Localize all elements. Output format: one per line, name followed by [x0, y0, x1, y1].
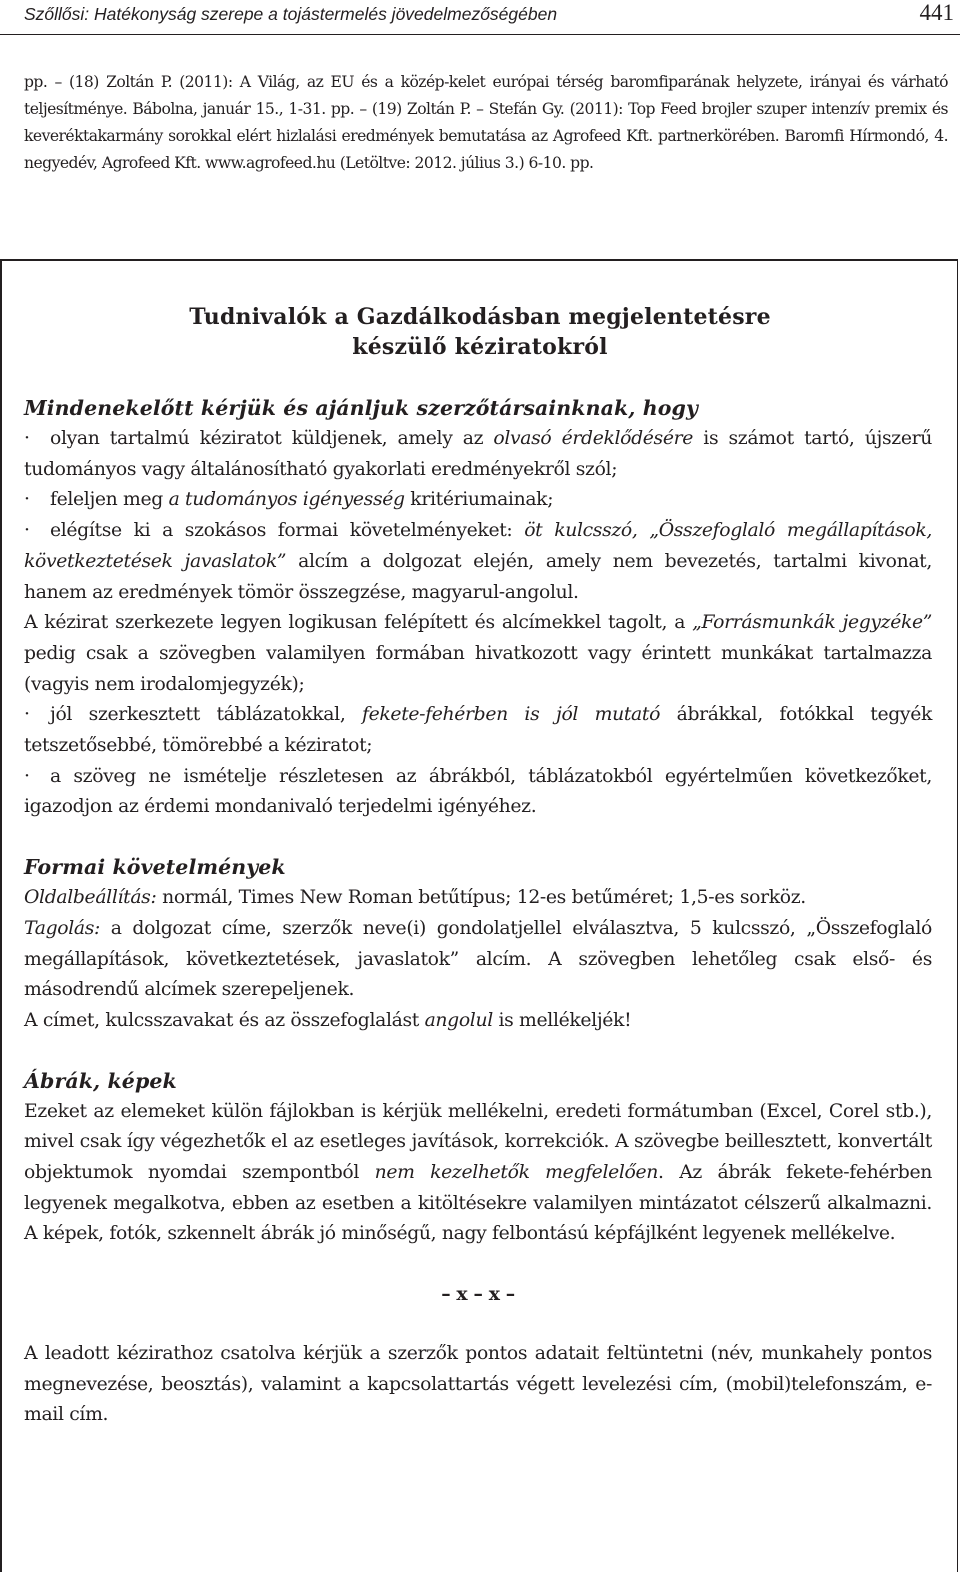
header-rule: [0, 34, 960, 35]
section-heading-recommendations: Mindenekelőtt kérjük és ajánljuk szerzőtársainknak, hogy: [24, 396, 698, 420]
bullet-item: · feleljen meg a tudományos igényesség kritériumainak;: [24, 485, 932, 516]
paragraph: Tagolás: a dolgozat címe, szerzők neve(i) gondolatjellel elválasztva, 5 kulcsszó, „Összefoglaló megállapítások, következtetések, javaslatok” alcím. A szövegben lehetőleg csak első- és másodrendű alcímek szerepeljenek.: [24, 917, 932, 1001]
reference-text: pp. – (18) Zoltán P. (2011): A Világ, az EU és a közép-kelet európai térség baromfiparának helyzete, irányai és várható teljesítménye. Bábolna, január 15., 1-31. pp. – (19) Zoltán P. – Stefán Gy. (2011): Top Feed brojler szuper intenzív premix és keveréktakarmány sorokkal elért hizlalási eredmények bemutatása az Agrofeed Kft. partnerkörében. Baromfi Hírmondó, 4. negyedév, Agrofeed Kft. www.agrofeed.hu (Letöltve: 2012. július 3.) 6-10. pp.: [24, 73, 948, 172]
spacer: [24, 1250, 932, 1279]
running-header: [24, 0, 954, 34]
bullet-marker: ·: [24, 489, 30, 511]
running-title: Szőllősi: Hatékonyság szerepe a tojástermelés jövedelmezőségében: [24, 4, 558, 24]
notice-title-line-1: Tudnivalók a Gazdálkodásban megjelentetésre: [189, 304, 771, 330]
notice-body: [24, 393, 932, 1431]
spacer: [24, 823, 932, 852]
separator: – x – x –: [441, 1283, 515, 1306]
references-continuation: [24, 69, 948, 177]
section-heading-figures: Ábrák, képek: [24, 1068, 177, 1093]
bullet-marker: ·: [24, 428, 30, 449]
section-heading-formal-requirements: Formai követelmények: [24, 855, 286, 880]
notice-title-line-2: készülő kéziratokról: [352, 334, 608, 360]
page-number: 441: [919, 0, 954, 25]
notice-title: [0, 302, 960, 362]
bullet-item: · jól szerkesztett táblázatokkal, fekete-fehérben is jól mutató ábrákkal, fotókkal tegyék tetszetősebbé, tömörebbé a kéziratot;: [24, 700, 932, 761]
paragraph: A címet, kulcsszavakat és az összefoglalást angolul is mellékeljék!: [24, 1009, 632, 1031]
bullet-marker: ·: [24, 704, 30, 726]
bullet-item: · olyan tartalmú kéziratot küldjenek, amely az olvasó érdeklődésére is számot tartó, újszerű tudományos vagy általánosítható gyakorlati eredményekről szól;: [24, 424, 932, 485]
paragraph: Ezeket az elemeket külön fájlokban is kérjük mellékelni, eredeti formátumban (Excel, Corel stb.), mivel csak így végezhetők el az esetleges javítások, korrekciók. A szövegbe beillesztett, konvertált objektumok nyomdai szempontból nem kezelhetők megfelelően. Az ábrák fekete-fehérben legyenek megalkotva, ebben az esetben a kitöltésekre valamilyen mintázatot célszerű alkalmazni. A képek, fotók, szkennelt ábrák jó minőségű, nagy felbontású képfájlként legyenek mellékelve.: [24, 1100, 932, 1245]
bullet-marker: ·: [24, 520, 30, 542]
paragraph: A kézirat szerkezete legyen logikusan felépített és alcímekkel tagolt, a „Forrásmunkák jegyzéke” pedig csak a szövegben valamilyen formában hivatkozott vagy érintett munkákat tartalmazza (vagyis nem irodalomjegyzék);: [24, 612, 933, 695]
paragraph: Oldalbeállítás: normál, Times New Roman betűtípus; 12-es betűméret; 1,5-es sorköz.: [24, 887, 806, 909]
closing-paragraph: A leadott kézirathoz csatolva kérjük a szerzők pontos adatait feltüntetni (név, munkahely pontos megnevezése, beosztás), valamint a kapcsolattartás végett levelezési cím, (mobil)telefonszám, e-mail cím.: [24, 1342, 932, 1426]
spacer: [24, 1037, 932, 1066]
bullet-item: · a szöveg ne ismételje részletesen az ábrákból, táblázatokból egyértelműen következőket, igazodjon az érdemi mondanivaló terjedelmi igényéhez.: [24, 762, 932, 823]
spacer: [24, 1310, 932, 1339]
bullet-marker: ·: [24, 765, 30, 787]
bullet-item: · elégítse ki a szokásos formai követelményeket: öt kulcsszó, „Összefoglaló megállapítások, következtetések javaslatok” alcím a dolgozat elején, amely nem bevezetés, tartalmi kivonat, hanem az eredmények tömör összegzése, magyarul-angolul.: [24, 516, 932, 608]
